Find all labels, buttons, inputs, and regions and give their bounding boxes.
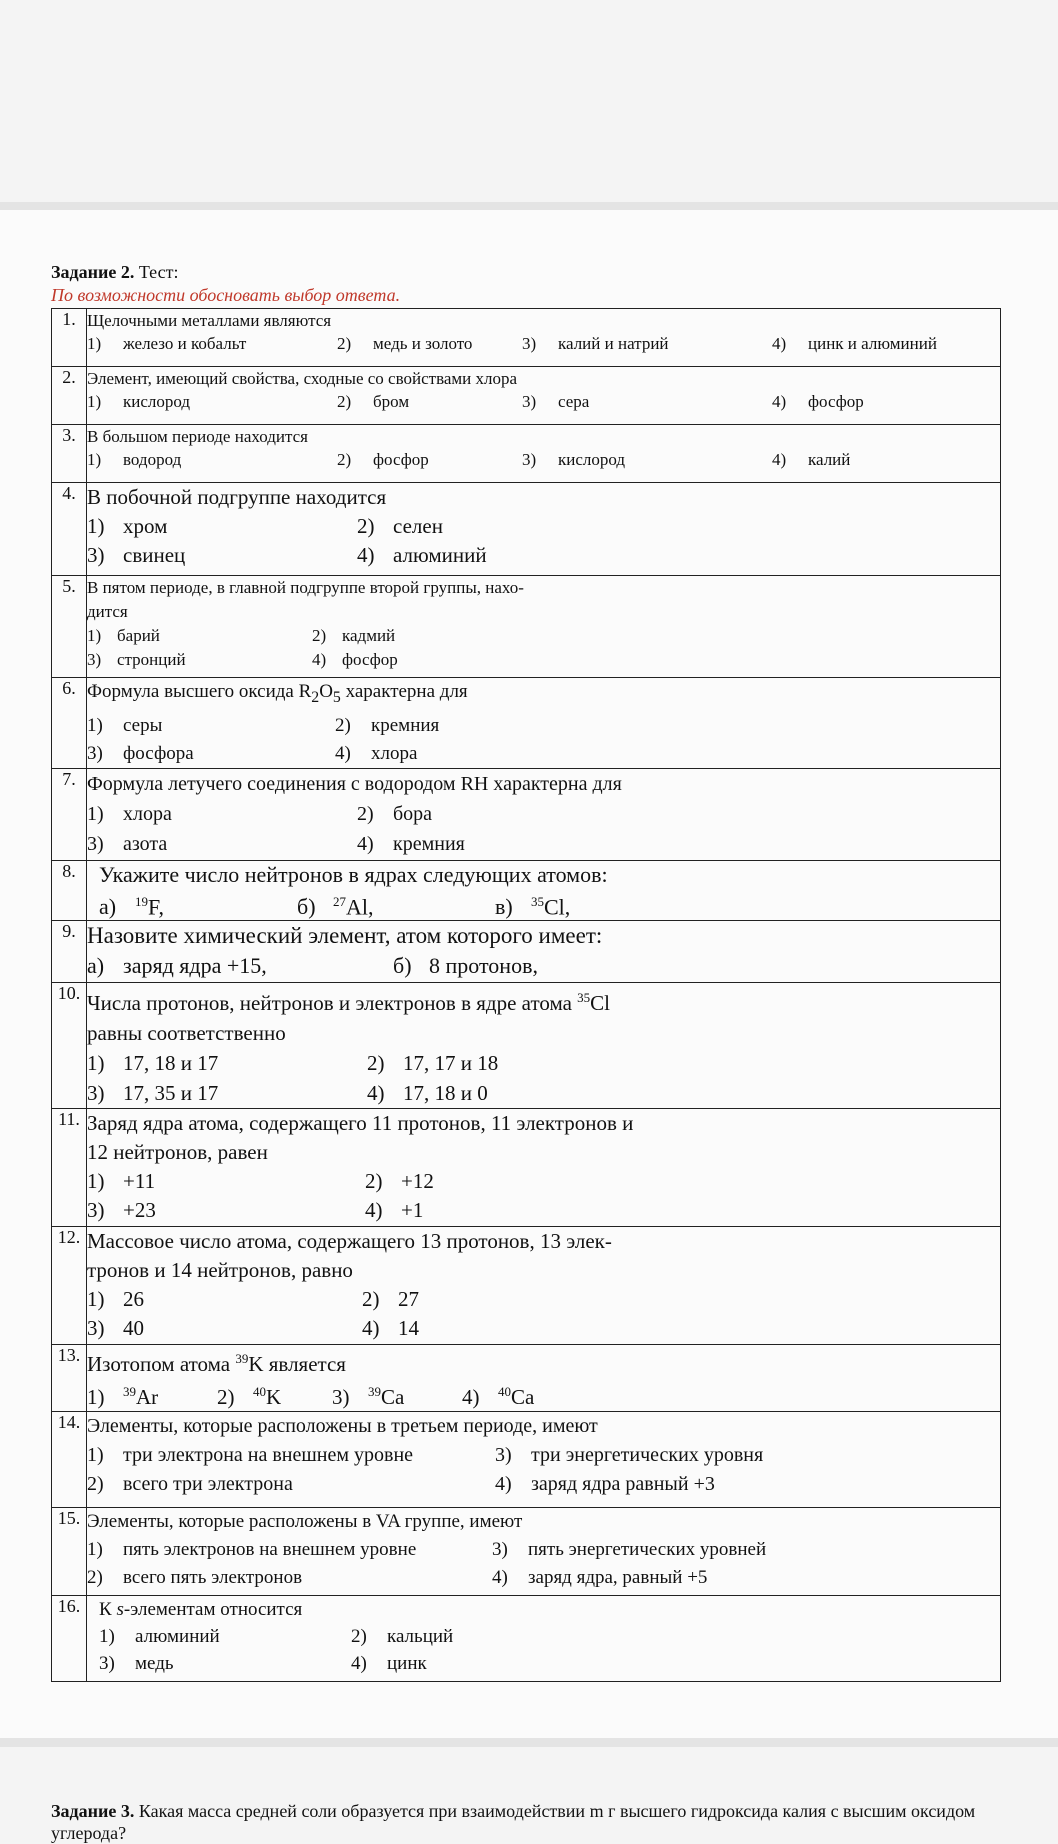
question-row xyxy=(52,576,1001,678)
question-number: 7. xyxy=(52,768,87,860)
task-3 xyxy=(51,1800,1031,1844)
answer-option[interactable]: 3) 17, 35 и 17 xyxy=(87,1081,219,1106)
options-list xyxy=(87,1285,1000,1343)
question-text: Изотопом атома $^{39}$K является xyxy=(87,1351,346,1377)
question-text: Формула высшего оксида $R_2O_5$ характерна для xyxy=(87,681,468,706)
instruction-note: По возможности обосновать выбор ответа. xyxy=(51,285,401,305)
question-row xyxy=(52,367,1001,425)
options-list xyxy=(87,1536,1000,1592)
worksheet-page xyxy=(0,210,1058,1738)
question-text-cont: дится xyxy=(87,602,128,621)
question-body xyxy=(87,483,1001,576)
task-3-text: Какая масса средней соли образуется при взаимодействии m г высшего гидроксида калия с высшим оксидом углерода? xyxy=(51,1801,976,1843)
question-body xyxy=(87,1109,1001,1227)
answer-option[interactable]: 3) азота xyxy=(87,832,168,855)
options-list xyxy=(87,332,1000,355)
question-text-cont: 12 нейтронов, равен xyxy=(87,1140,268,1165)
question-row xyxy=(52,678,1001,769)
answer-option[interactable]: 4) фосфор xyxy=(772,392,864,411)
question-number: 10. xyxy=(52,983,87,1109)
question-body xyxy=(87,309,1001,367)
answer-option[interactable]: 3) $^{39}$Ca xyxy=(332,1384,405,1410)
question-body xyxy=(87,1412,1001,1508)
answer-option[interactable]: 3) три энергетических уровня xyxy=(495,1444,764,1467)
question-text: Назовите химический элемент, атом которого имеет: xyxy=(87,923,603,949)
question-body xyxy=(87,425,1001,483)
question-number: 8. xyxy=(52,860,87,920)
answer-option[interactable]: 4) калий xyxy=(772,450,851,469)
answer-option[interactable]: 3) медь xyxy=(99,1653,174,1675)
question-number: 15. xyxy=(52,1508,87,1596)
question-text: Щелочными металлами являются xyxy=(87,311,332,330)
answer-option[interactable]: 3) 40 xyxy=(87,1316,144,1341)
answer-option[interactable]: 1) водород xyxy=(87,450,182,469)
answer-option[interactable]: 4) алюминий xyxy=(357,543,487,567)
task-3-label: Задание 3. xyxy=(51,1801,135,1821)
answer-option[interactable]: б) $^{27}$Al, xyxy=(297,893,374,920)
question-number: 9. xyxy=(52,921,87,983)
task-2-text: Тест: xyxy=(138,262,179,282)
question-text: Элементы, которые расположены в третьем периоде, имеют xyxy=(87,1415,598,1438)
answer-option[interactable]: 4) заряд ядра, равный +5 xyxy=(492,1567,708,1589)
options-list xyxy=(87,951,1000,981)
question-body xyxy=(87,921,1001,983)
answer-option[interactable]: 1) $^{39}$Ar xyxy=(87,1384,159,1410)
question-row xyxy=(52,309,1001,367)
question-number: 1. xyxy=(52,309,87,367)
options-list xyxy=(99,888,1000,920)
answer-option[interactable]: 1) хлора xyxy=(87,802,172,825)
question-body xyxy=(87,367,1001,425)
question-body xyxy=(87,1596,1001,1682)
question-number: 3. xyxy=(52,425,87,483)
question-row xyxy=(52,768,1001,860)
question-row xyxy=(52,921,1001,983)
options-list xyxy=(87,799,1000,859)
question-number: 12. xyxy=(52,1227,87,1345)
options-list xyxy=(99,1623,1000,1677)
question-number: 6. xyxy=(52,678,87,769)
answer-option[interactable]: 4) 14 xyxy=(362,1316,419,1341)
question-body xyxy=(87,860,1001,920)
question-body xyxy=(87,678,1001,769)
question-number: 13. xyxy=(52,1345,87,1412)
answer-option[interactable]: 3) стронций xyxy=(87,650,186,669)
question-number: 2. xyxy=(52,367,87,425)
answer-option[interactable]: в) $^{35}$Cl, xyxy=(495,893,571,920)
answer-option[interactable]: 2) кремния xyxy=(335,714,440,736)
question-number: 14. xyxy=(52,1412,87,1508)
question-text-cont: равны соответственно xyxy=(87,1021,286,1046)
question-number: 11. xyxy=(52,1109,87,1227)
question-number: 5. xyxy=(52,576,87,678)
options-list xyxy=(87,1048,1000,1108)
answer-option[interactable]: 1) алюминий xyxy=(99,1626,220,1648)
answer-option[interactable]: 3) кислород xyxy=(522,450,626,469)
answer-option[interactable]: 1) +11 xyxy=(87,1169,156,1194)
question-text: В большом периоде находится xyxy=(87,427,308,446)
answer-option[interactable]: 1) серы xyxy=(87,714,163,736)
question-row xyxy=(52,483,1001,576)
question-text: Массовое число атома, содержащего 13 протонов, 13 элек- xyxy=(87,1229,612,1254)
answer-option[interactable]: 2) $^{40}$K xyxy=(217,1384,282,1410)
answer-option[interactable]: 2) +12 xyxy=(365,1169,434,1194)
answer-option[interactable]: 2) 17, 17 и 18 xyxy=(367,1051,499,1076)
question-text: В побочной подгруппе находится xyxy=(87,485,387,509)
answer-option[interactable]: 2) кадмий xyxy=(312,626,396,645)
question-body xyxy=(87,576,1001,678)
options-list xyxy=(87,712,1000,768)
answer-option[interactable]: 1) 17, 18 и 17 xyxy=(87,1051,219,1076)
answer-option[interactable]: 3) пять энергетических уровней xyxy=(492,1539,767,1561)
answer-option[interactable]: 3) +23 xyxy=(87,1198,156,1223)
test-table xyxy=(51,308,1001,1682)
task-2-label: Задание 2. xyxy=(51,262,135,282)
answer-option[interactable]: 3) свинец xyxy=(87,543,186,567)
answer-option[interactable]: 3) калий и натрий xyxy=(522,334,669,353)
options-list xyxy=(87,390,1000,413)
options-list xyxy=(87,512,1000,570)
answer-option[interactable]: 4) цинк и алюминий xyxy=(772,334,937,353)
answer-option[interactable]: 4) фосфор xyxy=(312,650,398,669)
answer-option[interactable]: а) заряд ядра +15, xyxy=(87,953,267,979)
answer-option[interactable]: 2) бром xyxy=(337,392,410,411)
answer-option[interactable]: 2) всего три электрона xyxy=(87,1473,293,1496)
answer-option[interactable]: 4) хлора xyxy=(335,742,418,764)
question-text: К s-элементам относится xyxy=(99,1599,303,1621)
answer-option[interactable]: 2) 27 xyxy=(362,1287,419,1312)
answer-option[interactable]: 2) всего пять электронов xyxy=(87,1567,303,1589)
answer-option[interactable]: 4) +1 xyxy=(365,1198,424,1223)
question-text: Формула летучего соединения с водородом RH характерна для xyxy=(87,772,622,795)
question-row xyxy=(52,1345,1001,1412)
answer-option[interactable]: 1) хром xyxy=(87,514,168,538)
question-row xyxy=(52,425,1001,483)
bottom-divider xyxy=(0,1738,1058,1747)
answer-option[interactable]: 3) фосфора xyxy=(87,742,194,764)
answer-option[interactable]: 1) барий xyxy=(87,626,160,645)
answer-option[interactable]: 4) кремния xyxy=(357,832,465,855)
answer-option[interactable]: 4) заряд ядра равный +3 xyxy=(495,1473,715,1496)
question-body xyxy=(87,1227,1001,1345)
question-body xyxy=(87,1508,1001,1596)
question-text: Элементы, которые расположены в VA группе, имеют xyxy=(87,1511,523,1533)
options-list xyxy=(87,1378,1000,1411)
answer-option[interactable]: 2) бора xyxy=(357,802,433,825)
options-list xyxy=(87,1441,1000,1499)
answer-option[interactable]: 2) селен xyxy=(357,514,443,538)
answer-option[interactable]: 2) медь и золото xyxy=(337,334,473,353)
answer-option[interactable]: 1) железо и кобальт xyxy=(87,334,247,353)
answer-option[interactable]: б) 8 протонов, xyxy=(393,953,538,979)
question-row xyxy=(52,1227,1001,1345)
question-row xyxy=(52,1109,1001,1227)
answer-option[interactable]: 1) пять электронов на внешнем уровне xyxy=(87,1539,417,1561)
answer-option[interactable]: а) $^{19}$F, xyxy=(99,893,164,920)
question-text: В пятом периоде, в главной подгруппе второй группы, нахо- xyxy=(87,578,524,597)
task-2-heading xyxy=(51,262,178,283)
options-list xyxy=(87,1167,1000,1225)
answer-option[interactable]: 2) фосфор xyxy=(337,450,429,469)
answer-option[interactable]: 1) три электрона на внешнем уровне xyxy=(87,1444,414,1467)
question-text-cont: тронов и 14 нейтронов, равно xyxy=(87,1258,353,1283)
options-list xyxy=(87,448,1000,471)
question-text: Укажите число нейтронов в ядрах следующих атомов: xyxy=(99,861,608,887)
options-list xyxy=(87,624,1000,672)
question-number: 4. xyxy=(52,483,87,576)
answer-option[interactable]: 4) 17, 18 и 0 xyxy=(367,1081,488,1106)
question-text: Заряд ядра атома, содержащего 11 протонов, 11 электронов и xyxy=(87,1111,634,1136)
answer-option[interactable]: 2) кальций xyxy=(351,1626,454,1648)
question-body xyxy=(87,983,1001,1109)
question-text: Числа протонов, нейтронов и электронов в ядре атома $^{35}$Cl xyxy=(87,990,611,1016)
question-body xyxy=(87,1345,1001,1412)
question-text: Элемент, имеющий свойства, сходные со свойствами хлора xyxy=(87,369,518,388)
answer-option[interactable]: 3) сера xyxy=(522,392,590,411)
answer-option[interactable]: 1) кислород xyxy=(87,392,191,411)
question-row xyxy=(52,1596,1001,1682)
answer-option[interactable]: 4) цинк xyxy=(351,1653,427,1675)
question-number: 16. xyxy=(52,1596,87,1682)
answer-option[interactable]: 1) 26 xyxy=(87,1287,144,1312)
answer-option[interactable]: 4) $^{40}$Ca xyxy=(462,1384,535,1410)
question-row xyxy=(52,860,1001,920)
question-body xyxy=(87,768,1001,860)
question-row xyxy=(52,1508,1001,1596)
question-row xyxy=(52,1412,1001,1508)
question-row xyxy=(52,983,1001,1109)
